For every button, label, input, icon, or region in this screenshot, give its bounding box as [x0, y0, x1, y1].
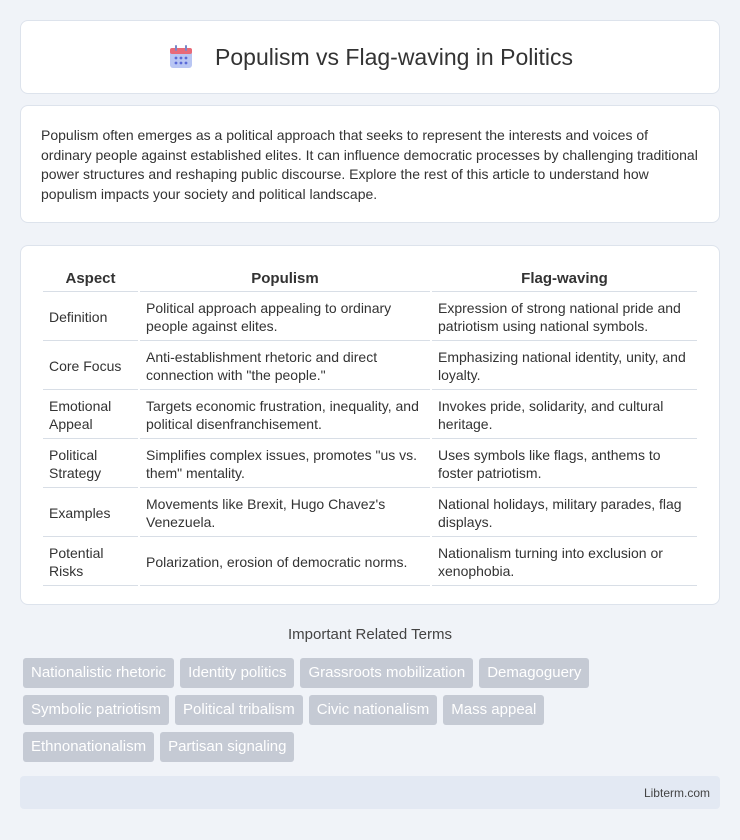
cell-populism: Targets economic frustration, inequality, and political disenfranchisement. — [140, 392, 430, 439]
calendar-icon — [167, 43, 195, 71]
table-row — [43, 539, 697, 586]
cell-populism: Anti-establishment rhetoric and direct connection with "the people." — [140, 343, 430, 390]
related-term-tag[interactable]: Nationalistic rhetoric — [23, 658, 174, 688]
related-term-tag[interactable]: Grassroots mobilization — [300, 658, 473, 688]
cell-flag-waving: National holidays, military parades, flag displays. — [432, 490, 697, 537]
related-term-tag[interactable]: Civic nationalism — [309, 695, 438, 725]
cell-aspect: Core Focus — [43, 343, 138, 390]
related-term-tag[interactable]: Identity politics — [180, 658, 294, 688]
comparison-card — [20, 245, 720, 605]
page-title: Populism vs Flag-waving in Politics — [215, 43, 573, 70]
table-row — [43, 441, 697, 488]
cell-flag-waving: Emphasizing national identity, unity, and loyalty. — [432, 343, 697, 390]
cell-populism: Movements like Brexit, Hugo Chavez's Venezuela. — [140, 490, 430, 537]
related-term-tag[interactable]: Demagoguery — [479, 658, 589, 688]
cell-populism: Polarization, erosion of democratic norms. — [140, 539, 430, 586]
intro-card — [20, 105, 720, 223]
related-term-tag[interactable]: Ethnonationalism — [23, 732, 154, 762]
table-row — [43, 343, 697, 390]
table-row — [43, 392, 697, 439]
tag-row — [23, 658, 723, 688]
cell-flag-waving: Expression of strong national pride and patriotism using national symbols. — [432, 294, 697, 341]
table-header-row — [43, 268, 697, 292]
table-row — [43, 294, 697, 341]
cell-flag-waving: Uses symbols like flags, anthems to foster patriotism. — [432, 441, 697, 488]
tag-row — [23, 732, 723, 762]
cell-populism: Simplifies complex issues, promotes "us vs. them" mentality. — [140, 441, 430, 488]
related-term-tag[interactable]: Political tribalism — [175, 695, 303, 725]
cell-aspect: Examples — [43, 490, 138, 537]
comparison-table — [41, 266, 699, 588]
cell-aspect: Emotional Appeal — [43, 392, 138, 439]
footer — [20, 776, 720, 809]
related-term-tag[interactable]: Partisan signaling — [160, 732, 294, 762]
column-header-aspect: Aspect — [43, 268, 138, 292]
cell-aspect: Definition — [43, 294, 138, 341]
cell-flag-waving: Nationalism turning into exclusion or xenophobia. — [432, 539, 697, 586]
header-card — [20, 20, 720, 94]
footer-site-link[interactable]: Libterm.com — [643, 785, 710, 800]
column-header-populism: Populism — [140, 268, 430, 292]
table-row — [43, 490, 697, 537]
related-terms-list — [23, 658, 723, 769]
cell-flag-waving: Invokes pride, solidarity, and cultural heritage. — [432, 392, 697, 439]
tag-row — [23, 695, 723, 725]
intro-paragraph: Populism often emerges as a political approach that seeks to represent the interests and voices of ordinary people against established elites. It can influence democratic processes by challenging traditional power structures and reshaping public discourse. Explore the rest of this article to understand how populism impacts your society and political landscape. — [41, 127, 698, 202]
related-term-tag[interactable]: Symbolic patriotism — [23, 695, 169, 725]
related-terms-title: Important Related Terms — [288, 626, 452, 643]
column-header-flag-waving: Flag-waving — [432, 268, 697, 292]
cell-populism: Political approach appealing to ordinary people against elites. — [140, 294, 430, 341]
cell-aspect: Potential Risks — [43, 539, 138, 586]
related-term-tag[interactable]: Mass appeal — [443, 695, 544, 725]
cell-aspect: Political Strategy — [43, 441, 138, 488]
